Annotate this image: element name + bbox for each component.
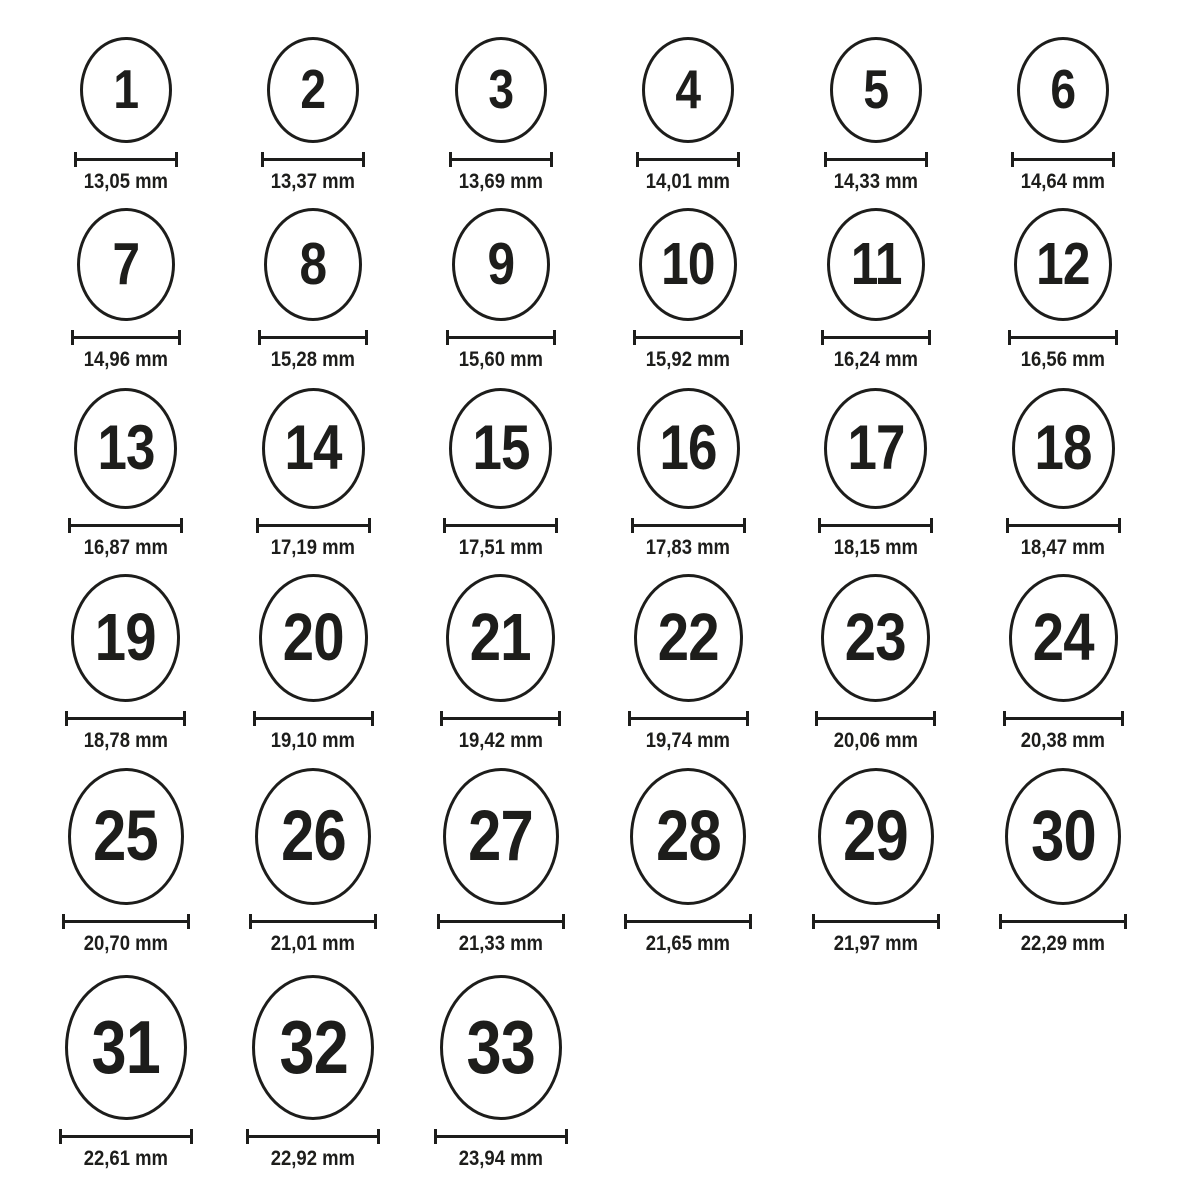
ring-circle xyxy=(255,768,371,905)
ring-circle xyxy=(252,975,374,1120)
ring-circle xyxy=(1014,208,1112,321)
ring-size-number: 2 xyxy=(300,58,326,121)
ring-circle xyxy=(440,975,562,1120)
chart-row-2 xyxy=(32,193,1200,371)
ring-size-item xyxy=(782,28,970,193)
ring-size-number: 15 xyxy=(472,412,530,483)
ring-size-number: 33 xyxy=(466,1004,535,1089)
ring-size-item xyxy=(782,371,970,559)
diameter-label: 14,96 mm xyxy=(83,347,168,371)
ring-circle xyxy=(449,388,552,509)
ring-size-number: 30 xyxy=(1030,796,1096,876)
ring-size-number: 13 xyxy=(97,412,155,483)
ring-size-item xyxy=(595,371,783,559)
diameter-ruler xyxy=(71,330,181,345)
ring-size-item xyxy=(32,955,220,1170)
diameter-label: 21,65 mm xyxy=(646,931,731,955)
diameter-ruler xyxy=(1011,152,1115,167)
ring-circle xyxy=(455,37,547,143)
diameter-ruler xyxy=(821,330,931,345)
diameter-ruler xyxy=(443,518,558,533)
ring-circle xyxy=(637,388,740,509)
ring-size-item xyxy=(970,193,1158,371)
diameter-label: 14,33 mm xyxy=(833,169,918,193)
diameter-ruler xyxy=(253,711,374,726)
ring-size-number: 22 xyxy=(657,600,719,676)
diameter-label: 21,01 mm xyxy=(271,931,356,955)
diameter-label: 17,19 mm xyxy=(271,535,356,559)
diameter-label: 21,33 mm xyxy=(458,931,543,955)
ring-size-number: 16 xyxy=(659,412,717,483)
ring-size-item xyxy=(407,955,595,1170)
ring-size-number: 28 xyxy=(655,796,721,876)
ring-size-number: 7 xyxy=(112,230,140,297)
diameter-ruler xyxy=(68,518,183,533)
diameter-label: 22,61 mm xyxy=(83,1146,168,1170)
ring-circle xyxy=(452,208,550,321)
diameter-label: 23,94 mm xyxy=(458,1146,543,1170)
ring-size-number: 17 xyxy=(847,412,905,483)
chart-row-5 xyxy=(32,752,1200,955)
ring-size-item xyxy=(970,752,1158,955)
ring-size-item xyxy=(782,752,970,955)
ring-size-number: 4 xyxy=(675,58,701,121)
diameter-label: 21,97 mm xyxy=(833,931,918,955)
ring-size-item xyxy=(32,752,220,955)
diameter-label: 14,01 mm xyxy=(646,169,731,193)
diameter-ruler xyxy=(633,330,743,345)
ring-size-number: 24 xyxy=(1032,600,1094,676)
ring-size-number: 12 xyxy=(1036,230,1090,297)
ring-size-number: 3 xyxy=(488,58,514,121)
ring-size-item xyxy=(407,559,595,752)
ring-circle xyxy=(824,388,927,509)
diameter-label: 13,37 mm xyxy=(271,169,356,193)
ring-size-number: 10 xyxy=(661,230,715,297)
ring-size-item xyxy=(970,371,1158,559)
ring-size-number: 8 xyxy=(299,230,327,297)
diameter-ruler xyxy=(62,914,190,929)
diameter-label: 18,47 mm xyxy=(1021,535,1106,559)
ring-size-number: 11 xyxy=(850,230,902,297)
diameter-label: 22,92 mm xyxy=(271,1146,356,1170)
diameter-label: 20,70 mm xyxy=(83,931,168,955)
diameter-label: 13,69 mm xyxy=(458,169,543,193)
ring-size-number: 18 xyxy=(1034,412,1092,483)
ring-size-item xyxy=(407,371,595,559)
diameter-ruler xyxy=(624,914,752,929)
ring-size-item xyxy=(407,28,595,193)
diameter-ruler xyxy=(815,711,936,726)
ring-size-number: 32 xyxy=(279,1004,348,1089)
ring-size-item xyxy=(407,752,595,955)
chart-row-4 xyxy=(32,559,1200,752)
diameter-ruler xyxy=(437,914,565,929)
ring-circle xyxy=(1012,388,1115,509)
ring-circle xyxy=(443,768,559,905)
diameter-ruler xyxy=(446,330,556,345)
ring-circle xyxy=(71,574,180,702)
ring-circle xyxy=(77,208,175,321)
ring-size-number: 6 xyxy=(1050,58,1076,121)
ring-circle xyxy=(634,574,743,702)
ring-size-item xyxy=(220,371,408,559)
ring-size-item xyxy=(32,371,220,559)
diameter-ruler xyxy=(628,711,749,726)
ring-size-number: 23 xyxy=(845,600,907,676)
ring-circle xyxy=(830,37,922,143)
ring-size-item xyxy=(595,559,783,752)
ring-size-item xyxy=(407,193,595,371)
ring-circle xyxy=(264,208,362,321)
ring-size-number: 26 xyxy=(280,796,346,876)
ring-size-number: 21 xyxy=(470,600,532,676)
diameter-ruler xyxy=(246,1129,380,1144)
ring-size-number: 19 xyxy=(95,600,157,676)
ring-circle xyxy=(80,37,172,143)
diameter-ruler xyxy=(65,711,186,726)
diameter-ruler xyxy=(999,914,1127,929)
ring-size-item xyxy=(220,955,408,1170)
diameter-ruler xyxy=(440,711,561,726)
ring-size-number: 14 xyxy=(284,412,342,483)
diameter-label: 19,10 mm xyxy=(271,728,356,752)
diameter-ruler xyxy=(636,152,740,167)
ring-size-item xyxy=(220,28,408,193)
diameter-ruler xyxy=(818,518,933,533)
diameter-label: 15,28 mm xyxy=(271,347,356,371)
diameter-ruler xyxy=(1003,711,1124,726)
ring-circle xyxy=(446,574,555,702)
diameter-ruler xyxy=(256,518,371,533)
chart-row-1 xyxy=(32,28,1200,193)
diameter-ruler xyxy=(1008,330,1118,345)
chart-row-3 xyxy=(32,371,1200,559)
ring-size-item xyxy=(782,193,970,371)
diameter-ruler xyxy=(1006,518,1121,533)
diameter-ruler xyxy=(59,1129,193,1144)
ring-size-item xyxy=(220,559,408,752)
ring-size-item xyxy=(782,559,970,752)
diameter-ruler xyxy=(258,330,368,345)
ring-circle xyxy=(1005,768,1121,905)
ring-circle xyxy=(821,574,930,702)
diameter-label: 14,64 mm xyxy=(1021,169,1106,193)
diameter-label: 20,06 mm xyxy=(833,728,918,752)
diameter-label: 18,15 mm xyxy=(833,535,918,559)
ring-size-item xyxy=(970,559,1158,752)
diameter-ruler xyxy=(812,914,940,929)
ring-circle xyxy=(259,574,368,702)
diameter-label: 15,60 mm xyxy=(458,347,543,371)
ring-size-number: 25 xyxy=(93,796,159,876)
diameter-label: 16,56 mm xyxy=(1021,347,1106,371)
ring-size-item xyxy=(32,193,220,371)
ring-circle xyxy=(818,768,934,905)
ring-circle xyxy=(267,37,359,143)
diameter-label: 19,74 mm xyxy=(646,728,731,752)
ring-size-number: 5 xyxy=(863,58,889,121)
diameter-ruler xyxy=(249,914,377,929)
diameter-ruler xyxy=(261,152,365,167)
ring-size-item xyxy=(32,28,220,193)
diameter-label: 19,42 mm xyxy=(458,728,543,752)
diameter-ruler xyxy=(824,152,928,167)
ring-circle xyxy=(68,768,184,905)
chart-row-6 xyxy=(32,955,1200,1170)
diameter-label: 13,05 mm xyxy=(83,169,168,193)
diameter-label: 17,51 mm xyxy=(458,535,543,559)
ring-circle xyxy=(630,768,746,905)
ring-size-item xyxy=(595,752,783,955)
ring-size-number: 9 xyxy=(487,230,515,297)
ring-size-item xyxy=(595,193,783,371)
ring-circle xyxy=(642,37,734,143)
ring-size-item xyxy=(220,193,408,371)
ring-circle xyxy=(262,388,365,509)
diameter-label: 15,92 mm xyxy=(646,347,731,371)
diameter-label: 16,24 mm xyxy=(833,347,918,371)
ring-size-item xyxy=(595,28,783,193)
ring-size-number: 1 xyxy=(113,58,139,121)
ring-size-number: 27 xyxy=(468,796,534,876)
diameter-ruler xyxy=(631,518,746,533)
ring-circle xyxy=(65,975,187,1120)
ring-circle xyxy=(1009,574,1118,702)
ring-size-item xyxy=(970,28,1158,193)
diameter-label: 18,78 mm xyxy=(83,728,168,752)
ring-circle xyxy=(827,208,925,321)
ring-circle xyxy=(639,208,737,321)
ring-size-number: 29 xyxy=(843,796,909,876)
diameter-label: 20,38 mm xyxy=(1021,728,1106,752)
diameter-label: 16,87 mm xyxy=(83,535,168,559)
ring-size-number: 31 xyxy=(91,1004,160,1089)
ring-circle xyxy=(74,388,177,509)
diameter-ruler xyxy=(449,152,553,167)
diameter-ruler xyxy=(74,152,178,167)
diameter-label: 22,29 mm xyxy=(1021,931,1106,955)
ring-size-number: 20 xyxy=(282,600,344,676)
ring-size-item xyxy=(32,559,220,752)
ring-size-item xyxy=(220,752,408,955)
ring-circle xyxy=(1017,37,1109,143)
diameter-label: 17,83 mm xyxy=(646,535,731,559)
diameter-ruler xyxy=(434,1129,568,1144)
